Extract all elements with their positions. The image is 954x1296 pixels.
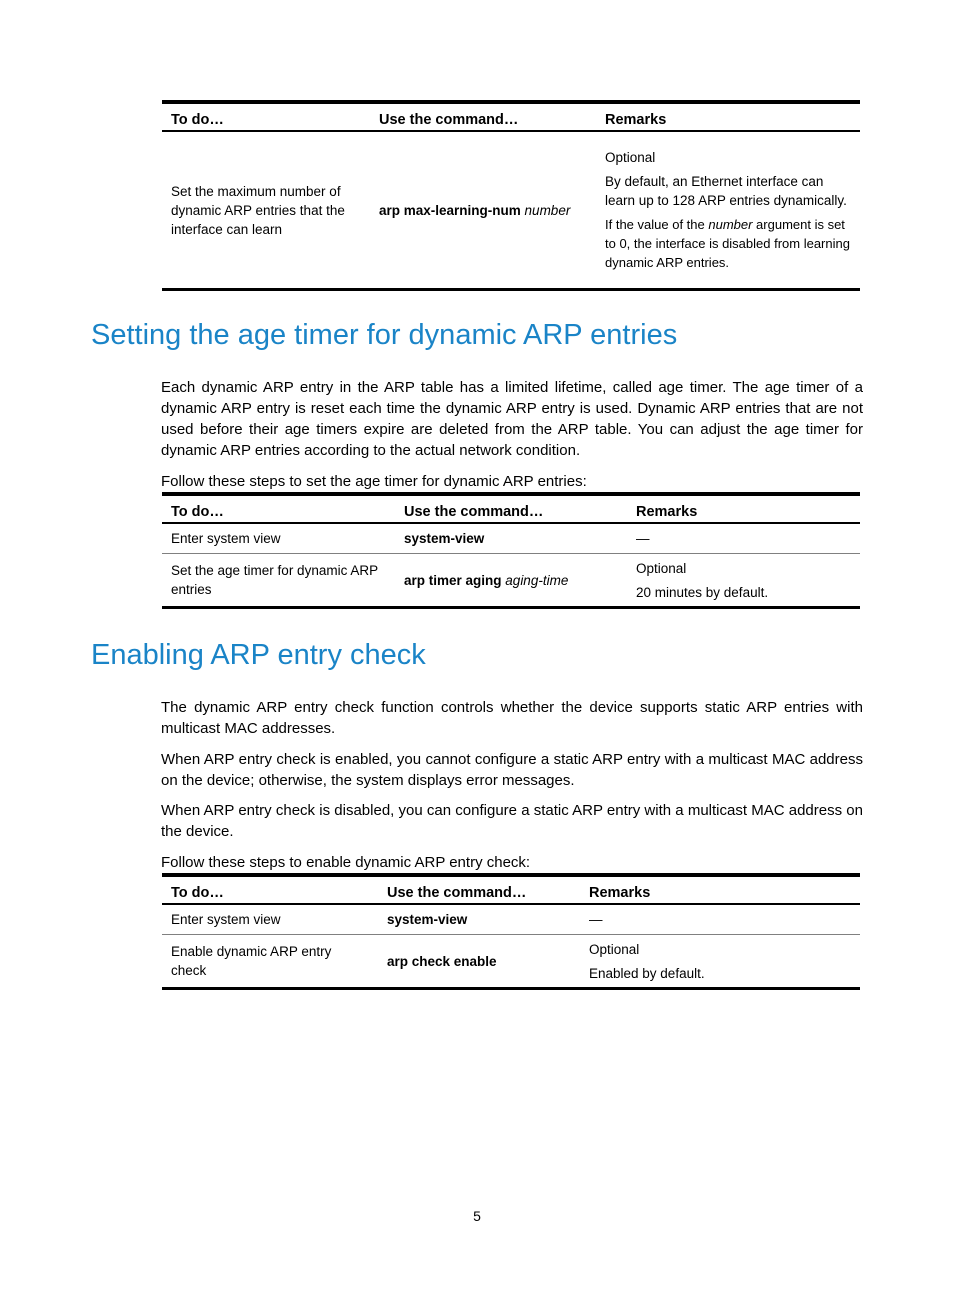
todo-cell: Enable dynamic ARP entry check	[162, 935, 378, 989]
header-todo: To do…	[162, 875, 378, 904]
todo-cell: Set the maximum number of dynamic ARP entries that the interface can learn	[162, 131, 370, 290]
header-todo: To do…	[162, 102, 370, 131]
table-row	[162, 523, 860, 554]
body-paragraph: Each dynamic ARP entry in the ARP table has a limited lifetime, called age timer. The age timer of a dynamic ARP entry is reset each time the dynamic ARP entry is used. Dynamic ARP entries that are not used before their age timers expire are deleted from the ARP table. You can adjust the age timer for dynamic ARP entries according to the actual network condition.	[161, 379, 863, 459]
command-keyword: arp timer aging	[404, 572, 502, 588]
command-argument: aging-time	[505, 572, 569, 588]
section-heading-age-timer: Setting the age timer for dynamic ARP entries	[91, 319, 678, 351]
command-cell	[378, 904, 580, 935]
remarks-cell	[627, 554, 860, 608]
command-argument: number	[524, 202, 571, 218]
table-row	[162, 904, 860, 935]
header-command: Use the command…	[370, 102, 596, 131]
remarks-cell	[580, 935, 860, 989]
remark-optional: Optional	[605, 150, 656, 165]
header-remarks: Remarks	[580, 875, 860, 904]
remark-optional: Optional	[589, 941, 640, 957]
page-number: 5	[473, 1208, 481, 1224]
remark-default: 20 minutes by default.	[636, 584, 769, 600]
remarks-cell	[596, 131, 860, 290]
table-row	[162, 131, 860, 290]
remark-argument: number	[708, 217, 753, 232]
todo-cell: Enter system view	[162, 523, 395, 554]
entry-check-table	[162, 873, 860, 990]
body-paragraph: When ARP entry check is enabled, you cannot configure a static ARP entry with a multicast MAC address on the device; otherwise, the system displays error messages.	[161, 751, 863, 789]
max-learning-table	[162, 100, 860, 291]
remark-zero-value	[605, 215, 851, 272]
remark-optional: Optional	[636, 560, 687, 576]
header-todo: To do…	[162, 494, 395, 523]
command-keyword: arp max-learning-num	[379, 202, 521, 218]
command-keyword: system-view	[387, 912, 468, 927]
command-keyword: system-view	[404, 531, 485, 546]
body-paragraph: When ARP entry check is disabled, you can configure a static ARP entry with a multicast MAC address on the device.	[161, 802, 863, 840]
header-remarks: Remarks	[627, 494, 860, 523]
header-command: Use the command…	[395, 494, 627, 523]
table-row	[162, 554, 860, 608]
remark-default: By default, an Ethernet interface can learn up to 128 ARP entries dynamically.	[605, 174, 847, 208]
header-remarks: Remarks	[596, 102, 860, 131]
section-heading-entry-check: Enabling ARP entry check	[91, 639, 426, 671]
table-row	[162, 935, 860, 989]
body-paragraph: Follow these steps to set the age timer for dynamic ARP entries:	[161, 473, 587, 490]
remark-text: argument is set to 0, the interface is disabled from learning dynamic ARP entries.	[605, 217, 850, 270]
remarks-cell: —	[627, 523, 860, 554]
command-cell	[395, 554, 627, 608]
body-paragraph: The dynamic ARP entry check function controls whether the device supports static ARP entries with multicast MAC addresses.	[161, 699, 863, 737]
todo-cell: Enter system view	[162, 904, 378, 935]
command-cell	[395, 523, 627, 554]
command-cell	[370, 131, 596, 290]
todo-cell: Set the age timer for dynamic ARP entries	[162, 554, 395, 608]
remark-text: If the value of the	[605, 217, 709, 232]
remark-default: Enabled by default.	[589, 965, 705, 981]
age-timer-table	[162, 492, 860, 609]
body-paragraph: Follow these steps to enable dynamic ARP entry check:	[161, 854, 531, 871]
header-command: Use the command…	[378, 875, 580, 904]
remarks-cell: —	[580, 904, 860, 935]
command-keyword: arp check enable	[387, 953, 497, 969]
command-cell	[378, 935, 580, 989]
